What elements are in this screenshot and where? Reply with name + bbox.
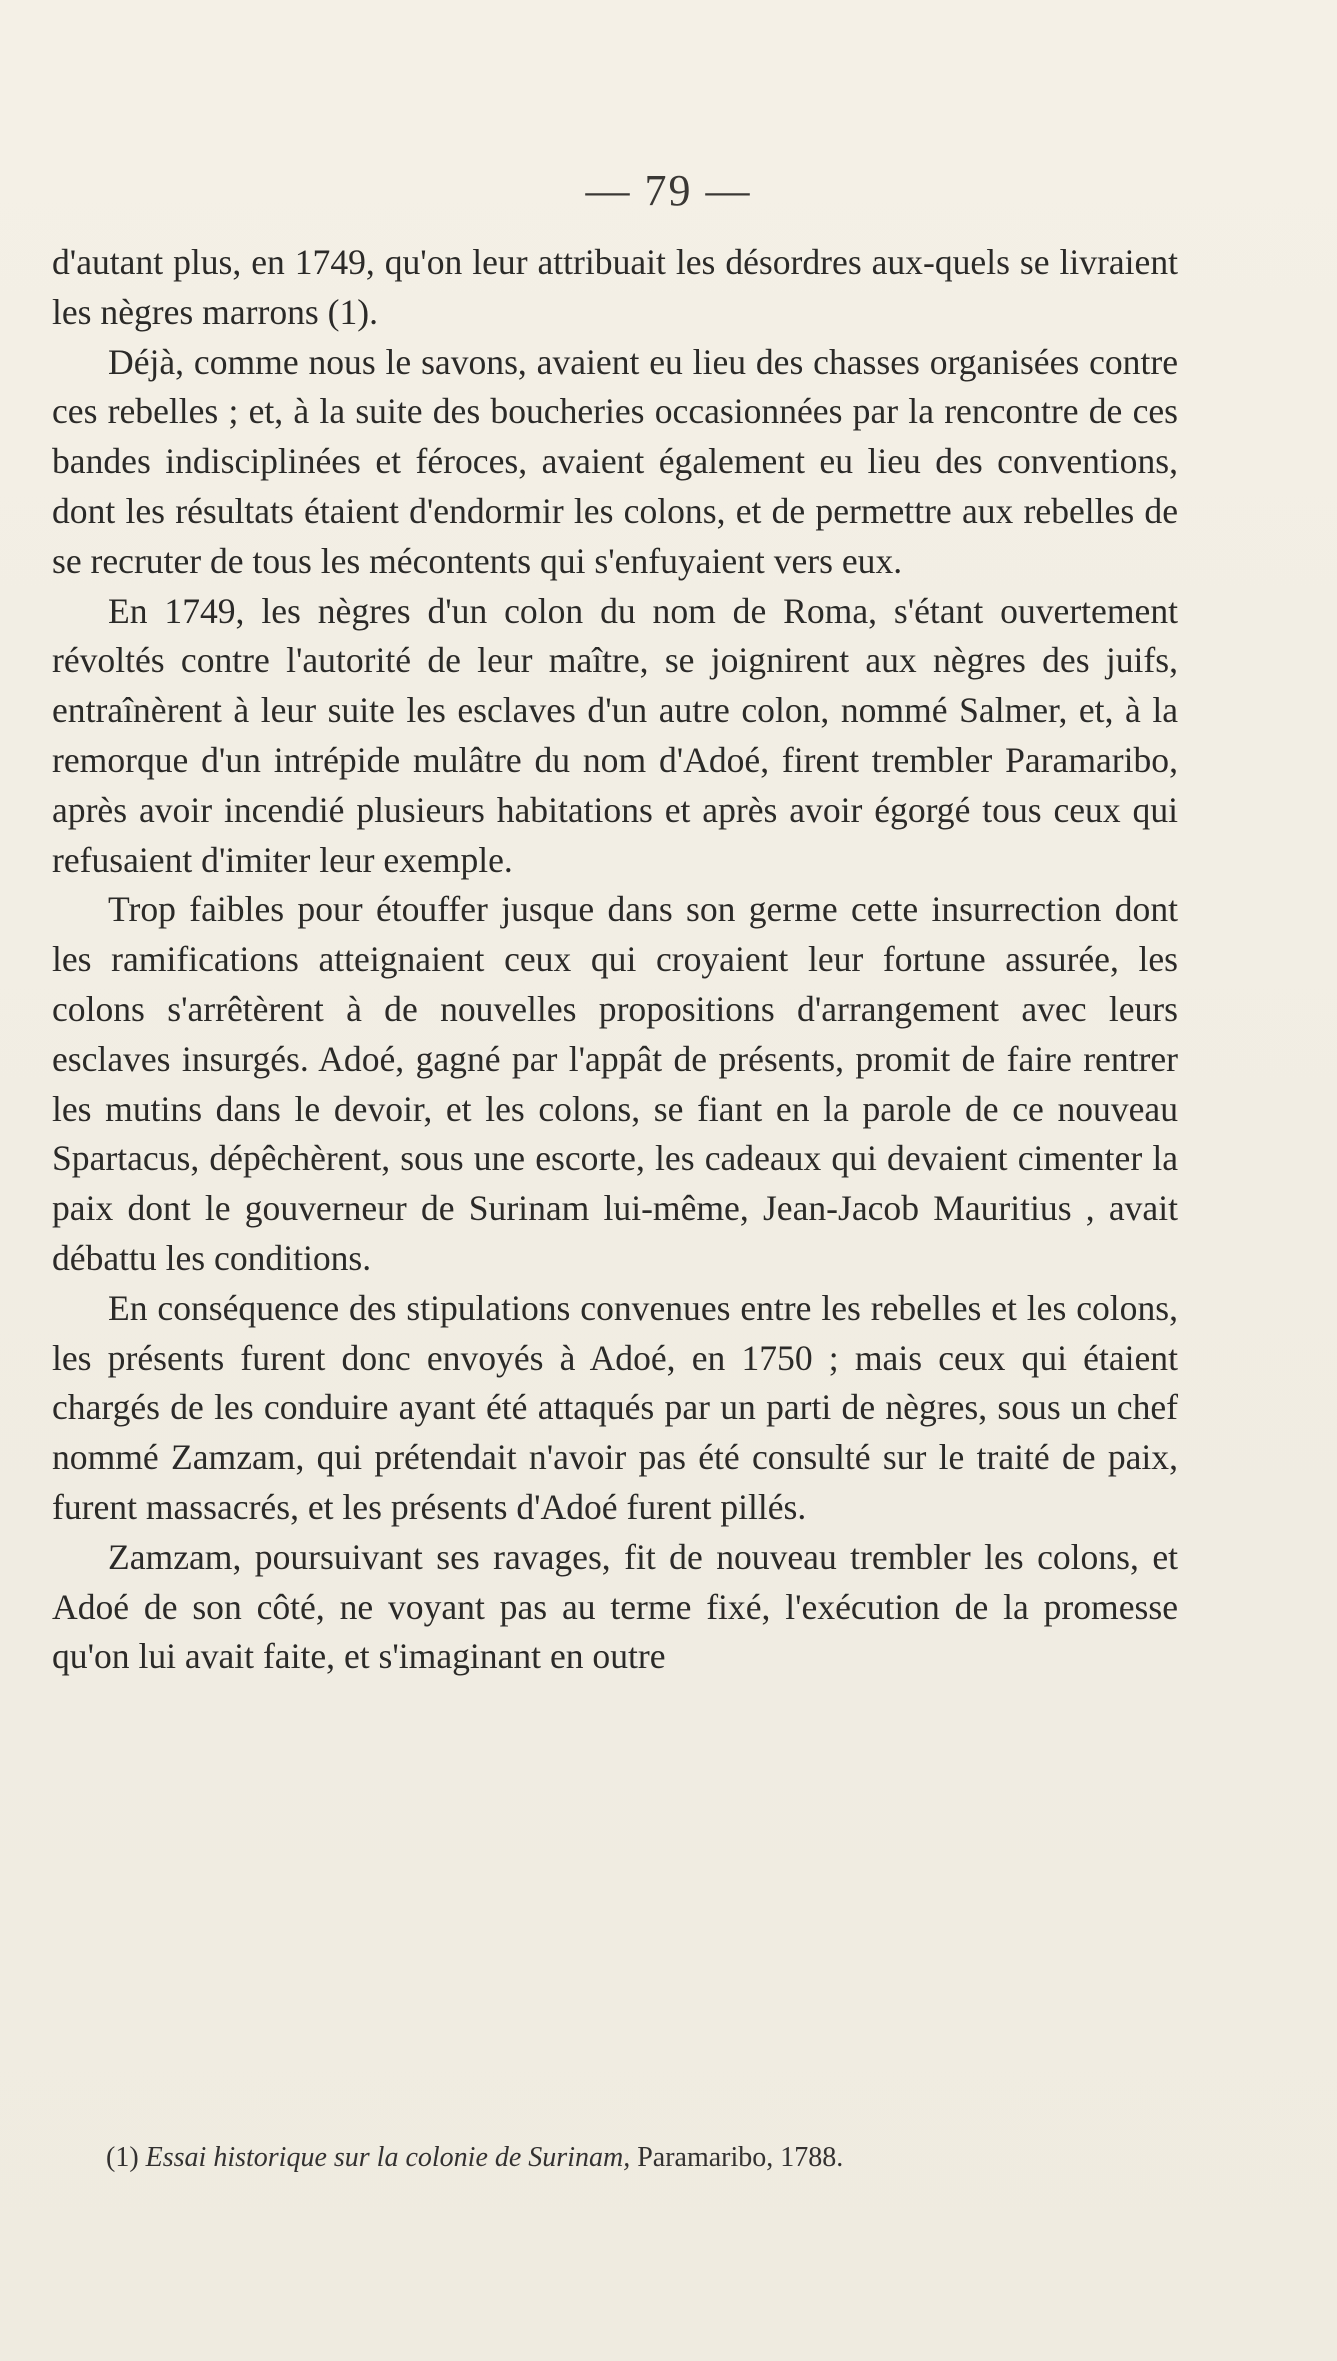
paragraph-continuation: d'autant plus, en 1749, qu'on leur attribuait les désordres aux-quels se livraient les nègres marrons (1). — [52, 242, 1178, 332]
page-number: — 79 — — [585, 166, 752, 215]
paragraph-arrangement: Trop faibles pour étouffer jusque dans son germe cette insurrection dont les ramifications atteignaient ceux qui croyaient leur fortune assurée, les colons s'arrêtèrent à de nouvelles propositions d'arrangement avec leurs esclaves insurgés. Adoé, gagné par l'appât de présents, promit de faire rentrer les mutins dans le devoir, et les colons, se fiant en la parole de ce nouveau Spartacus, dépêchèrent, sous une escorte, les cadeaux qui devaient cimenter la paix dont le gouverneur de Surinam lui-même, Jean-Jacob Mauritius , avait débattu les conditions. — [52, 889, 1178, 1278]
body-text — [52, 238, 1178, 1682]
paragraph-chasses: Déjà, comme nous le savons, avaient eu lieu des chasses organisées contre ces rebelles ; et, à la suite des boucheries occasionnées par la rencontre de ces bandes indisciplinées et féroces, avaient également eu lieu des conventions, dont les résultats étaient d'endormir les colons, et de permettre aux rebelles de se recruter de tous les mécontents qui s'enfuyaient vers eux. — [52, 341, 1178, 581]
footnote-title: Essai historique sur la colonie de Surinam, — [145, 2142, 631, 2173]
footnote — [106, 2140, 1178, 2176]
paragraph-zamzam: Zamzam, poursuivant ses ravages, fit de nouveau trembler les colons, et Adoé de son côté, ne voyant pas au terme fixé, l'exécution de la promesse qu'on lui avait faite, et s'imaginant en outre — [52, 1536, 1178, 1677]
footnote-place-date: Paramaribo, 1788. — [637, 2142, 844, 2173]
footnote-marker: (1) — [106, 2142, 139, 2173]
paragraph-stipulations: En conséquence des stipulations convenues entre les rebelles et les colons, les présents furent donc envoyés à Adoé, en 1750 ; mais ceux qui étaient chargés de les conduire ayant été attaqués par un parti de nègres, sous un chef nommé Zamzam, qui prétendait n'avoir pas été consulté sur le traité de paix, furent massacrés, et les présents d'Adoé furent pillés. — [52, 1287, 1178, 1527]
paragraph-revolte-1749: En 1749, les nègres d'un colon du nom de Roma, s'étant ouvertement révoltés contre l'autorité de leur maître, se joignirent aux nègres des juifs, entraînèrent à leur suite les esclaves d'un autre colon, nommé Salmer, et, à la remorque d'un intrépide mulâtre du nom d'Adoé, firent trembler Paramaribo, après avoir incendié plusieurs habitations et après avoir égorgé tous ceux qui refusaient d'imiter leur exemple. — [52, 590, 1178, 880]
